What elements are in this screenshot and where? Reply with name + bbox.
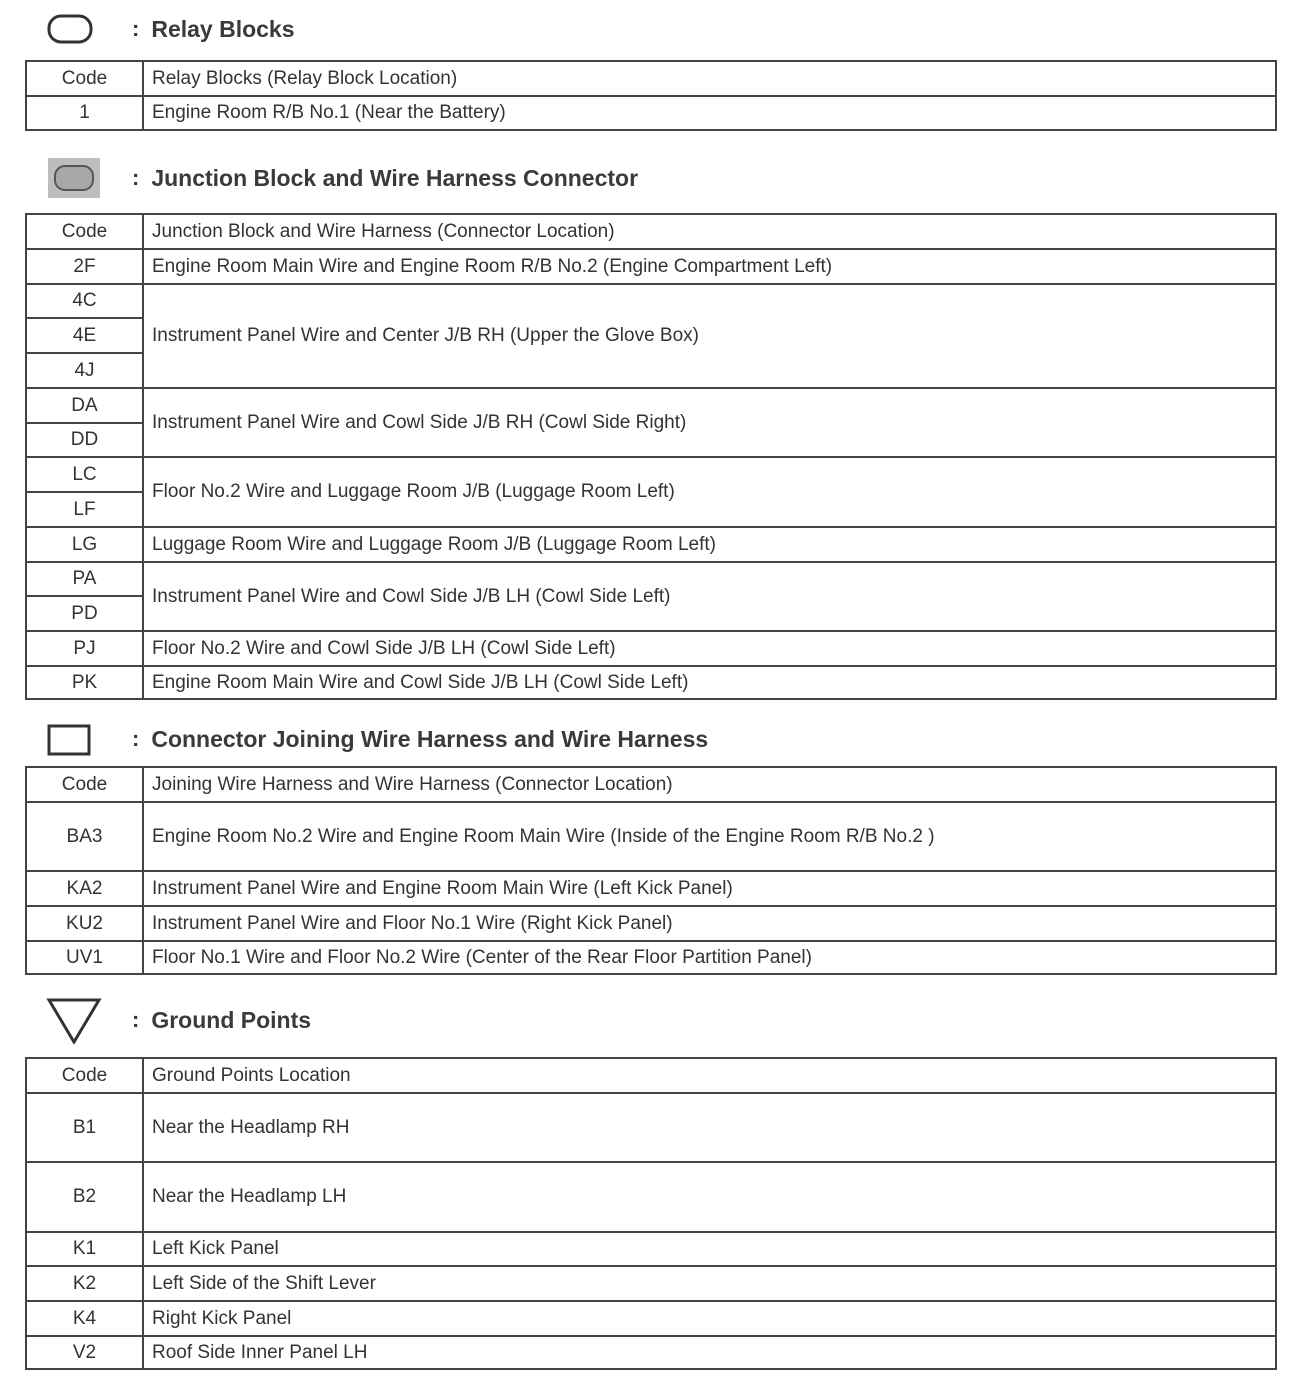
table-row: 2F Engine Room Main Wire and Engine Room R/B No.2 (Engine Compartment Left) (26, 249, 1276, 284)
relay-blocks-table (25, 60, 1277, 131)
table-row: 4C Instrument Panel Wire and Center J/B RH (Upper the Glove Box) (26, 284, 1276, 318)
table-row: LC Floor No.2 Wire and Luggage Room J/B (Luggage Room Left) (26, 457, 1276, 492)
section-title: Ground Points (151, 1006, 312, 1033)
table-row: LF (26, 492, 1276, 527)
table-row: K4 Right Kick Panel (26, 1301, 1276, 1336)
table-row: PD (26, 596, 1276, 631)
table-row: PK Engine Room Main Wire and Cowl Side J/B LH (Cowl Side Left) (26, 666, 1276, 699)
section-title: Connector Joining Wire Harness and Wire Harness (151, 725, 709, 752)
table-row: 4E (26, 318, 1276, 353)
ground-points-table (25, 1057, 1277, 1370)
table-row: LG Luggage Room Wire and Luggage Room J/B (Luggage Room Left) (26, 527, 1276, 562)
table-row: PA Instrument Panel Wire and Cowl Side J/B LH (Cowl Side Left) (26, 562, 1276, 596)
connector-joining-table (25, 766, 1277, 975)
table-row: K2 Left Side of the Shift Lever (26, 1266, 1276, 1301)
junction-block-table (25, 213, 1277, 700)
table-row: PJ Floor No.2 Wire and Cowl Side J/B LH (Cowl Side Left) (26, 631, 1276, 666)
section-title: Relay Blocks (151, 15, 295, 42)
table-header-row: Code Ground Points Location (26, 1058, 1276, 1093)
relay-blocks-heading: : Relay Blocks (46, 7, 295, 51)
table-header-row: Code Joining Wire Harness and Wire Harness (Connector Location) (26, 767, 1276, 802)
rounded-rect-icon (46, 7, 102, 51)
table-row: UV1 Floor No.1 Wire and Floor No.2 Wire (Center of the Rear Floor Partition Panel) (26, 941, 1276, 974)
table-row: 4J (26, 353, 1276, 388)
table-row: DA Instrument Panel Wire and Cowl Side J/B RH (Cowl Side Right) (26, 388, 1276, 423)
table-row: K1 Left Kick Panel (26, 1232, 1276, 1266)
rectangle-icon (46, 717, 102, 761)
table-header-row: Code Junction Block and Wire Harness (Connector Location) (26, 214, 1276, 249)
table-row: B1 Near the Headlamp RH (26, 1093, 1276, 1162)
table-row: BA3 Engine Room No.2 Wire and Engine Room Main Wire (Inside of the Engine Room R/B No.2 ) (26, 802, 1276, 871)
connector-joining-heading: : Connector Joining Wire Harness and Wire Harness (46, 717, 708, 761)
ground-points-heading: : Ground Points (46, 998, 311, 1042)
table-row: KA2 Instrument Panel Wire and Engine Room Main Wire (Left Kick Panel) (26, 871, 1276, 906)
table-row: 1 Engine Room R/B No.1 (Near the Battery) (26, 96, 1276, 130)
table-row: B2 Near the Headlamp LH (26, 1162, 1276, 1232)
table-row: V2 Roof Side Inner Panel LH (26, 1336, 1276, 1369)
section-title: Junction Block and Wire Harness Connector (151, 164, 639, 191)
junction-block-heading: : Junction Block and Wire Harness Connector (46, 156, 638, 200)
table-row: DD (26, 423, 1276, 457)
table-row: KU2 Instrument Panel Wire and Floor No.1 Wire (Right Kick Panel) (26, 906, 1276, 941)
table-header-row: Code Relay Blocks (Relay Block Location) (26, 61, 1276, 96)
triangle-down-icon (46, 998, 102, 1042)
shaded-rounded-rect-icon (46, 156, 102, 200)
